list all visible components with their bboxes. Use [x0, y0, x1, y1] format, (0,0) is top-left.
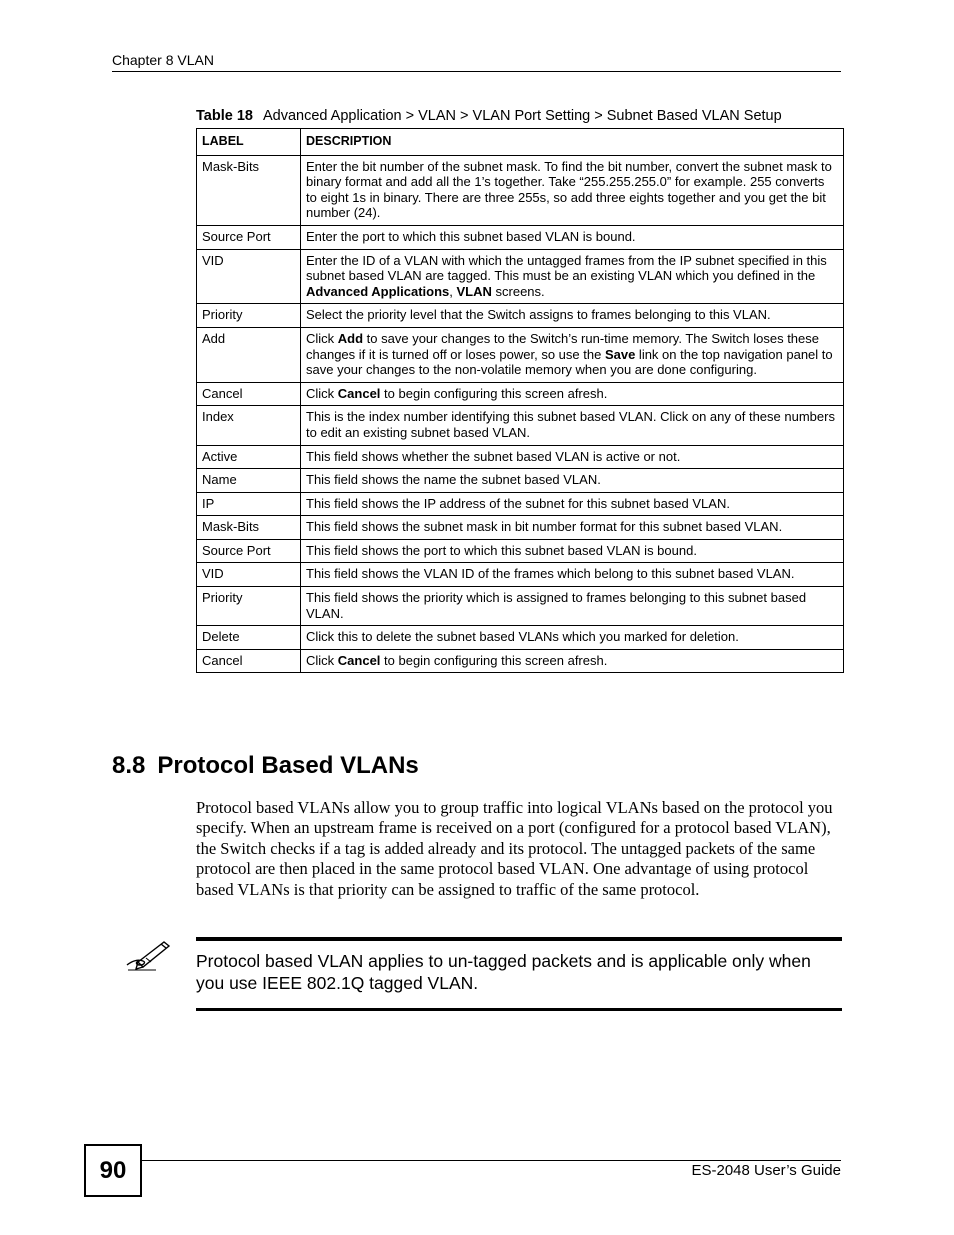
row-description: Enter the port to which this subnet based VLAN is bound. [301, 225, 844, 249]
row-description: This field shows the subnet mask in bit number format for this subnet based VLAN. [301, 516, 844, 540]
description-text: Click [306, 652, 338, 668]
description-text: to begin configuring this screen afresh. [380, 652, 608, 668]
row-label: Name [197, 469, 301, 493]
row-description: This field shows the priority which is assigned to frames belonging to this subnet based VLAN. [301, 587, 844, 626]
guide-title: ES-2048 User’s Guide [691, 1162, 841, 1179]
table-row [197, 649, 844, 673]
table-row [197, 304, 844, 328]
description-emphasis: VLAN [456, 283, 492, 299]
row-label: Cancel [197, 649, 301, 673]
row-description: Select the priority level that the Switch assigns to frames belonging to this VLAN. [301, 304, 844, 328]
row-label: Delete [197, 626, 301, 650]
table-row [197, 445, 844, 469]
row-label: Cancel [197, 382, 301, 406]
row-label: Priority [197, 587, 301, 626]
description-emphasis: Advanced Applications [306, 283, 450, 299]
table-row [197, 492, 844, 516]
row-description [301, 327, 844, 382]
description-emphasis: Save [604, 346, 636, 362]
description-text: to save your changes to the Switch’s run-time memory. The Switch loses these changes if it is turned off or loses power, so use the [306, 330, 819, 362]
table-row [197, 327, 844, 382]
column-header-label: LABEL [197, 129, 301, 156]
section-number: 8.8 [112, 752, 146, 779]
note-text: Protocol based VLAN applies to un-tagged packets and is applicable only when you use IEEE 802.1Q tagged VLAN. [196, 951, 811, 993]
row-description [301, 649, 844, 673]
row-label: Source Port [197, 225, 301, 249]
header-divider [112, 71, 841, 72]
description-text: Click [306, 330, 338, 346]
row-description: This is the index number identifying this subnet based VLAN. Click on any of these numbers to edit an existing subnet based VLAN. [301, 406, 844, 445]
description-text: , [449, 283, 457, 299]
row-label: Source Port [197, 539, 301, 563]
row-label: Mask-Bits [197, 516, 301, 540]
row-label: Priority [197, 304, 301, 328]
row-description: This field shows the IP address of the subnet for this subnet based VLAN. [301, 492, 844, 516]
row-description [301, 249, 844, 304]
row-label: Index [197, 406, 301, 445]
description-emphasis: Add [337, 330, 364, 346]
field-description-table [196, 128, 844, 673]
description-text: to begin configuring this screen afresh. [380, 385, 608, 401]
table-row [197, 155, 844, 225]
description-text: Enter the ID of a VLAN with which the untagged frames from the IP subnet specified in this subnet based VLAN are tagged. This must be an existing VLAN which you defined in the [306, 252, 827, 284]
description-text: screens. [491, 283, 545, 299]
chapter-header: Chapter 8 VLAN [112, 52, 214, 68]
table-row [197, 469, 844, 493]
column-header-description: DESCRIPTION [301, 129, 844, 156]
row-label: Mask-Bits [197, 155, 301, 225]
table-row [197, 539, 844, 563]
table-header-row [197, 129, 844, 156]
page-number: 90 [84, 1144, 142, 1197]
note-bottom-rule [196, 1008, 842, 1011]
row-description: Click this to delete the subnet based VLANs which you marked for deletion. [301, 626, 844, 650]
table-row [197, 626, 844, 650]
table-caption-text: Advanced Application > VLAN > VLAN Port Setting > Subnet Based VLAN Setup [262, 108, 782, 124]
row-label: IP [197, 492, 301, 516]
row-description: This field shows the name the subnet based VLAN. [301, 469, 844, 493]
row-description [301, 382, 844, 406]
footer-divider [140, 1160, 841, 1161]
row-description: This field shows the VLAN ID of the frames which belong to this subnet based VLAN. [301, 563, 844, 587]
table-row [197, 382, 844, 406]
table-caption [196, 108, 782, 124]
table-row [197, 587, 844, 626]
table-row [197, 249, 844, 304]
note-pencil-icon [124, 934, 174, 974]
table-row [197, 516, 844, 540]
body-paragraph: Protocol based VLANs allow you to group traffic into logical VLANs based on the protocol you specify. When an upstream frame is received on a port (configured for a protocol based VLAN), the Switch checks if a tag is added already and its protocol. The untagged packets of the same protocol are then placed in the same protocol based VLAN. One advantage of using protocol based VLANs is that priority can be assigned to traffic of the same protocol. [196, 798, 833, 899]
row-description: This field shows whether the subnet based VLAN is active or not. [301, 445, 844, 469]
row-label: VID [197, 563, 301, 587]
section-title: Protocol Based VLANs [157, 752, 419, 779]
table-caption-number: Table 18 [196, 108, 253, 124]
description-emphasis: Cancel [337, 652, 381, 668]
description-text: Click [306, 385, 338, 401]
note-top-rule [196, 937, 842, 941]
row-description: Enter the bit number of the subnet mask. To find the bit number, convert the subnet mask to binary format and add all the 1’s together. Take “255.255.255.0” for example. 255 converts to eight 1s in binary. There are three 255s, so add three eights together and you get the bit number (24). [301, 155, 844, 225]
table-row [197, 563, 844, 587]
description-emphasis: Cancel [337, 385, 381, 401]
row-label: Active [197, 445, 301, 469]
row-description: This field shows the port to which this subnet based VLAN is bound. [301, 539, 844, 563]
description-text: link on the top navigation panel to save your changes to the non-volatile memory when you are done configuring. [306, 346, 833, 378]
table-row [197, 225, 844, 249]
section-heading [112, 752, 419, 780]
row-label: Add [197, 327, 301, 382]
table-row [197, 406, 844, 445]
row-label: VID [197, 249, 301, 304]
